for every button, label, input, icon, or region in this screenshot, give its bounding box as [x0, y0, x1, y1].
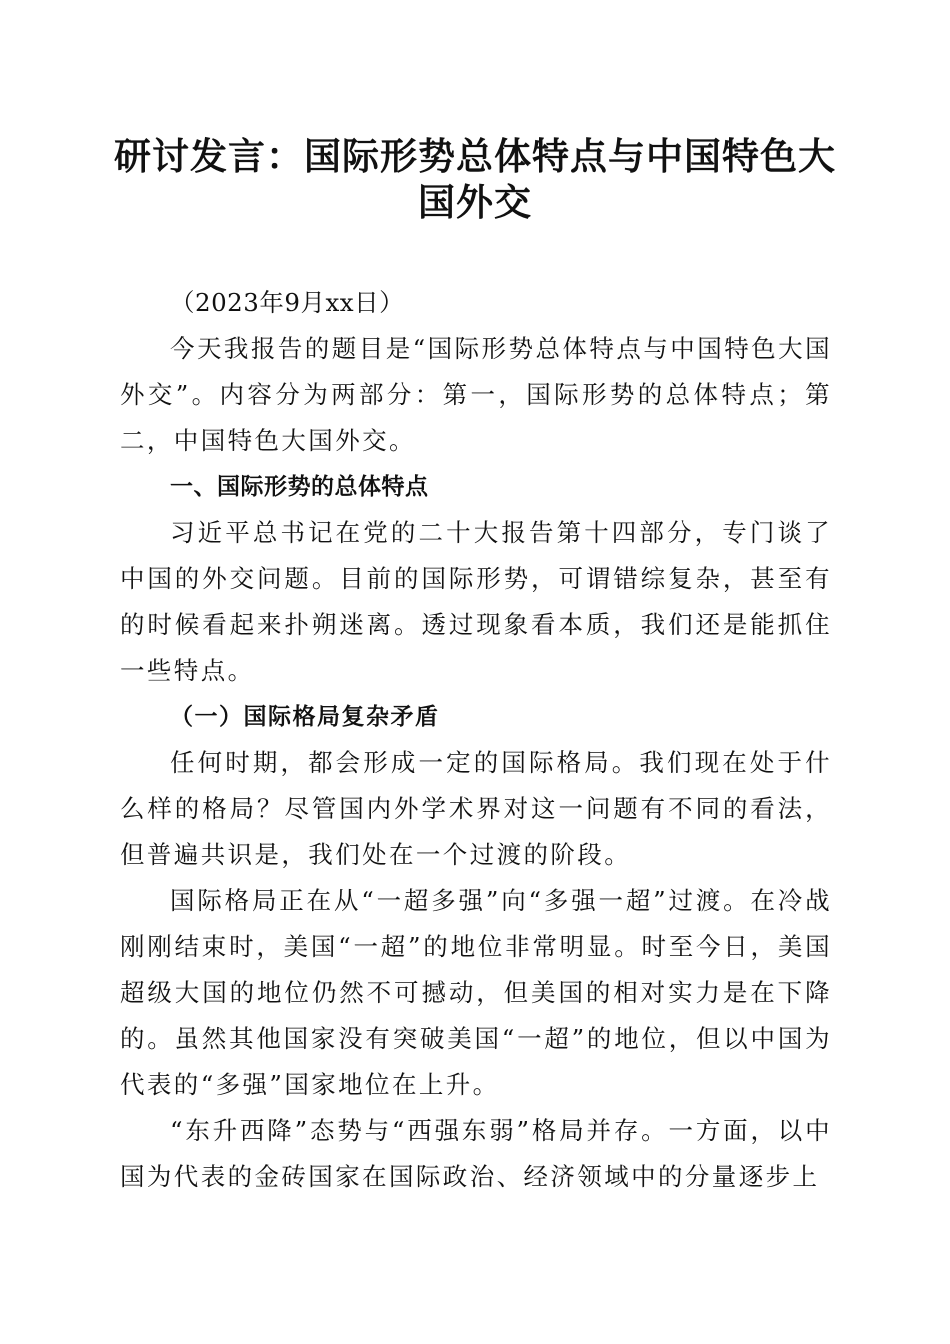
document-body — [120, 280, 832, 1200]
intro-paragraph: 今天我报告的题目是“国际形势总体特点与中国特色大国外交”。内容分为两部分：第一，国际形势的总体特点；第二，中国特色大国外交。 — [120, 334, 832, 455]
paragraph: “东升西降”态势与“西强东弱”格局并存。一方面，以中国为代表的金砖国家在国际政治、经济领域中的分量逐步上 — [120, 1116, 832, 1191]
paragraph: 国际格局正在从“一超多强”向“多强一超”过渡。在冷战刚刚结束时，美国“一超”的地位非常明显。时至今日，美国超级大国的地位仍然不可撼动，但美国的相对实力是在下降的。虽然其他国家没有突破美国“一超”的地位，但以中国为代表的“多强”国家地位在上升。 — [120, 886, 832, 1099]
section-heading: 一、国际形势的总体特点 — [170, 474, 429, 500]
paragraph: 任何时期，都会形成一定的国际格局。我们现在处于什么样的格局？尽管国内外学术界对这一问题有不同的看法，但普遍共识是，我们处在一个过渡的阶段。 — [120, 748, 832, 869]
document-title: 研讨发言：国际形势总体特点与中国特色大国外交 — [114, 134, 836, 224]
subsection-heading: （一）国际格局复杂矛盾 — [170, 703, 440, 730]
document-date: （2023年9月xx日） — [170, 288, 405, 317]
paragraph: 习近平总书记在党的二十大报告第十四部分，专门谈了中国的外交问题。目前的国际形势，可谓错综复杂，甚至有的时候看起来扑朔迷离。透过现象看本质，我们还是能抓住一些特点。 — [120, 518, 832, 685]
